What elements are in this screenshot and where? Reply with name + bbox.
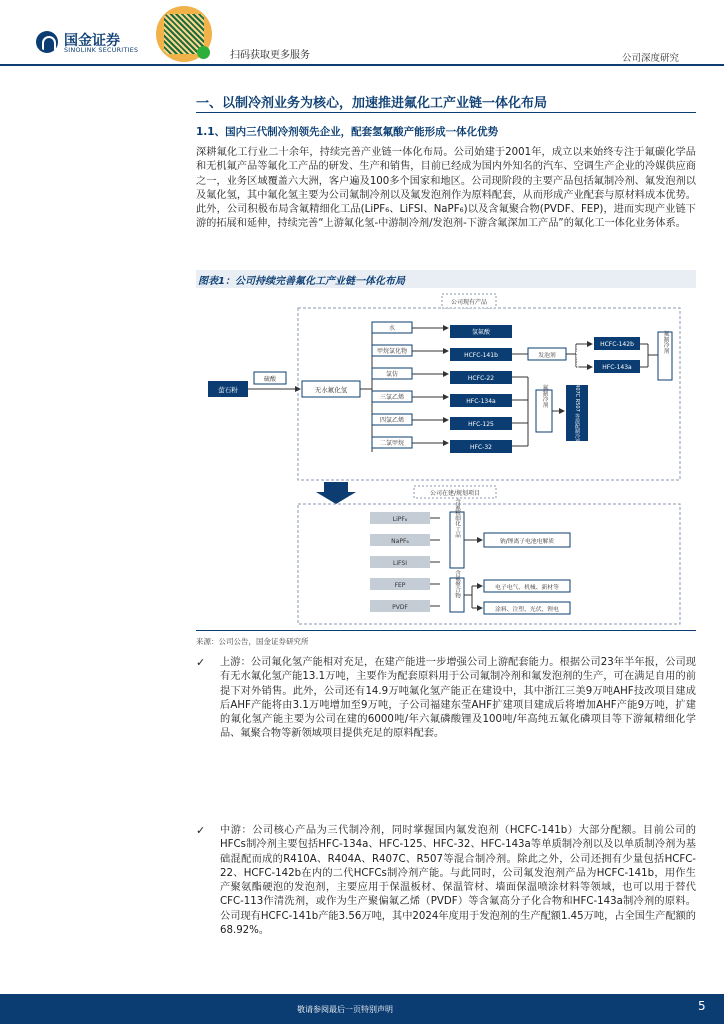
source-divider	[196, 630, 696, 631]
industry-chain-diagram	[196, 290, 696, 628]
wechat-badge-icon	[197, 46, 210, 59]
subsection-heading: 1.1、国内三代制冷剂领先企业，配套氢氟酸产能形成一体化优势	[196, 126, 499, 138]
lipf6-label: LiPF₆	[392, 516, 408, 523]
foam-label: 发泡剂	[538, 353, 556, 359]
battery-label: 钠/锂离子电池电解质	[499, 539, 555, 545]
chloroform-label: 氯仿	[385, 371, 399, 378]
lifsi-label: LiFSI	[393, 560, 407, 567]
scan-service-text: 扫码获取更多服务	[230, 50, 310, 61]
polymer-label: 含氟聚合物	[454, 570, 460, 598]
methane-label: 甲烷氯化物	[376, 348, 408, 355]
hf-acid-label: 氢氟酸	[471, 329, 491, 336]
existing-label: 公司现有产品	[450, 299, 488, 306]
refrig-label: 氟制冷剂	[541, 384, 547, 408]
app2-label: 涂料、注塑、光伏、锂电	[495, 607, 559, 613]
figure-title: 图表1：公司持续完善氟化工产业链一体化布局	[198, 276, 405, 287]
report-type: 公司深度研究	[622, 53, 680, 64]
section-heading: 一、以制冷剂业务为核心，加速推进氟化工产业链一体化布局	[196, 96, 548, 111]
water-label: 水	[388, 325, 396, 332]
check-icon: ✓	[196, 824, 206, 837]
fine-chem-label: 含氟精细化工品	[454, 498, 460, 538]
pvdf-label: PVDF	[392, 604, 408, 611]
figure-source: 来源：公司公告，国金证券研究所	[196, 637, 309, 646]
check-icon: ✓	[196, 656, 206, 669]
napf6-label: NaPF₆	[391, 538, 409, 545]
hfc143a-label: HFC-143a	[602, 364, 632, 371]
bullet-midstream: 中游：公司核心产品为三代制冷剂，同时掌握国内氟发泡剂（HCFC-141b）大部分配额。目前公司的HFCs制冷剂主要包括HFC-134a、HFC-125、HFC-32、HFC-143a等单质制冷剂以及以单质制冷剂为基础混配而成的R410A、R404A、R407C、R507等混合制冷剂。除此之外，公司还拥有少量包括HCFC-22、HCFC-142b在内的二代HCFCs制冷剂产能。与此同时，公司氟发泡剂产品为HCFC-141b，用作生产聚氨酯硬泡的发泡剂，主要应用于保温板材、保温管材、墙面保温喷涂材料等领域，也可以用于替代CFC-113作清洗剂，或作为生产聚偏氟乙烯（PVDF）等含氟高分子化合物和HFC-143a制冷剂的原料。公司现有HCFC-141b产能3.56万吨，其中2024年度用于发泡剂的生产配额1.45万吨，占全国生产配额的68.92%。	[220, 825, 696, 937]
header-divider	[0, 64, 724, 66]
hfc32-label: HFC-32	[470, 444, 492, 451]
tetrachloroethylene-label: 四氯乙烯	[379, 417, 405, 424]
sulfuric-label: 硫酸	[263, 376, 277, 383]
ahf-label: 无水氟化氢	[314, 386, 348, 394]
heading-divider	[196, 112, 696, 113]
logo-mark-icon	[36, 31, 58, 53]
hcfc22-label: HCFC-22	[467, 375, 495, 382]
trichloroethylene-label: 三氯乙烯	[379, 394, 405, 401]
fluorite-label: 萤石粉	[218, 386, 238, 394]
company-logo	[36, 30, 154, 56]
hfc134a-label: HFC-134a	[466, 398, 496, 405]
logo-english-name: SINOLINK SECURITIES	[64, 47, 139, 54]
bullet-upstream: 上游：公司氟化氢产能相对充足，在建产能进一步增强公司上游配套能力。根据公司23年半年报，公司现有无水氟化氢产能13.1万吨，主要作为配套原料用于公司氟制冷剂和氟发泡剂的生产，可在满足自用的前提下对外销售。此外，公司还有14.9万吨氟化氢产能正在建设中，其中浙江三美9万吨AHF技改项目建成后AHF产能将由3.1万吨增加至9万吨，子公司福建东莹AHF扩建项目建成后将增加AHF产能9万吨，扩建的氟化氢产能主要为公司在建的6000吨/年六氟磷酸锂及100吨/年高纯五氟化磷项目等下游氟精细化学品、氟聚合物等新领域项目提供充足的原料配套。	[220, 657, 696, 740]
down-arrow-icon	[316, 482, 356, 504]
hcfc141b-label: HCFC-141b	[464, 352, 498, 359]
app1-label: 电子电气、机械、新材等	[495, 585, 559, 591]
hcfc142b-label: HCFC-142b	[600, 341, 634, 348]
dichloromethane-label: 二氯甲烷	[379, 440, 405, 447]
intro-paragraph: 深耕氟化工行业二十余年，持续完善产业链一体化布局。公司始建于2001年，成立以来始终专注于氟碳化学品和无机氟产品等氟化工产品的研发、生产和销售，目前已经成为国内外知名的汽车、空调生产企业的冷媒供应商之一，业务区域覆盖六大洲，客户遍及100多个国家和地区。公司现阶段的主要产品包括氟制冷剂、氟发泡剂以及氟化氢，其中氟化氢主要为公司氟制冷剂以及氟发泡剂作为原料配套，从而形成产业配套与原材料成本优势。此外，公司积极布局含氟精细化工品(LiPF₆、LiFSI、NaPF₆)以及含氟聚合物(PVDF、FEP)，进而实现产业链下游的拓展和延伸，持续完善“上游氟化氢-中游制冷剂/发泡剂-下游含氟深加工产品”的氟化工一体化业务体系。	[196, 147, 696, 230]
blend-label: R410A R404A R407C R507 等混配制冷剂	[574, 344, 580, 444]
refrig-vertical-label: 氟制冷剂	[662, 330, 668, 354]
hfc125-label: HFC-125	[468, 421, 494, 428]
footer-disclaimer: 敬请参阅最后一页特别声明	[297, 1005, 393, 1014]
fep-label: FEP	[394, 582, 406, 589]
page-number: 5	[698, 999, 706, 1013]
logo-chinese-name: 国金证券	[64, 33, 120, 49]
planned-label: 公司在建/规划项目	[429, 490, 481, 497]
